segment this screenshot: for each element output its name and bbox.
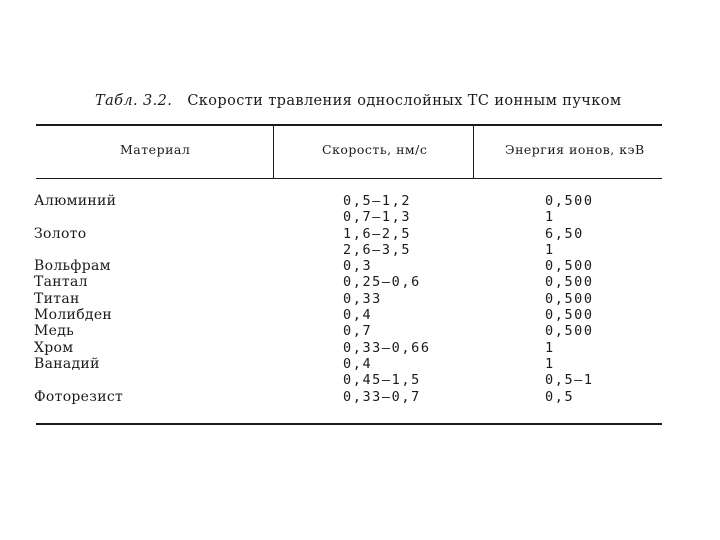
header-speed: Скорость, нм/с xyxy=(322,142,428,157)
material-cell xyxy=(34,242,123,258)
speed-cell: 0,7 xyxy=(343,323,373,340)
material-cell: Медь xyxy=(34,323,75,340)
energy-cell: 1 xyxy=(545,339,555,356)
speed-cell: 0,33 xyxy=(343,290,382,307)
speed-cell: 0,3 xyxy=(343,258,373,275)
material-cell: Титан xyxy=(34,290,80,307)
table-caption xyxy=(95,93,622,109)
bottom-rule xyxy=(36,423,662,425)
energy-cell: 0,500 xyxy=(545,258,594,275)
energy-cell: 0,5 xyxy=(545,388,575,405)
energy-cell: 6,50 xyxy=(545,225,584,242)
energy-cell: 0,500 xyxy=(545,193,594,209)
speed-cell: 0,4 xyxy=(343,355,373,372)
header-rule xyxy=(36,178,662,179)
speed-cell: 0,5—1,2 xyxy=(343,193,412,209)
header-divider-1 xyxy=(273,126,274,178)
speed-cell: 1,6—2,5 xyxy=(343,225,412,242)
energy-column xyxy=(545,193,594,405)
material-cell xyxy=(34,209,123,225)
speed-column xyxy=(343,193,431,405)
speed-cell: 0,33—0,66 xyxy=(343,339,431,356)
top-rule xyxy=(36,124,662,126)
table-title: Скорости травления однослойных ТС ионным пучком xyxy=(187,93,622,109)
material-cell: Молибден xyxy=(34,307,113,324)
material-column xyxy=(34,193,123,405)
material-cell: Алюминий xyxy=(34,193,117,209)
energy-cell: 0,500 xyxy=(545,323,594,340)
speed-cell: 0,4 xyxy=(343,307,373,324)
speed-cell: 0,25—0,6 xyxy=(343,274,421,291)
energy-cell: 1 xyxy=(545,355,555,372)
header-divider-2 xyxy=(473,126,474,178)
material-cell: Вольфрам xyxy=(34,258,111,275)
energy-cell: 1 xyxy=(545,209,555,226)
header-material: Материал xyxy=(120,142,191,157)
material-cell: Тантал xyxy=(34,274,88,291)
header-energy: Энергия ионов, кэВ xyxy=(505,142,645,157)
energy-cell: 1 xyxy=(545,241,555,258)
table-number: Табл. 3.2. xyxy=(95,93,173,109)
material-cell: Ванадий xyxy=(34,355,100,372)
material-cell xyxy=(34,372,123,388)
energy-cell: 0,500 xyxy=(545,307,594,324)
material-cell: Хром xyxy=(34,339,74,356)
speed-cell: 0,45—1,5 xyxy=(343,372,421,389)
energy-cell: 0,5—1 xyxy=(545,372,594,389)
material-cell: Золото xyxy=(34,225,87,242)
energy-cell: 0,500 xyxy=(545,290,594,307)
speed-cell: 2,6—3,5 xyxy=(343,241,412,258)
material-cell: Фоторезист xyxy=(34,388,124,405)
energy-cell: 0,500 xyxy=(545,274,594,291)
speed-cell: 0,7—1,3 xyxy=(343,209,412,226)
speed-cell: 0,33—0,7 xyxy=(343,388,421,405)
